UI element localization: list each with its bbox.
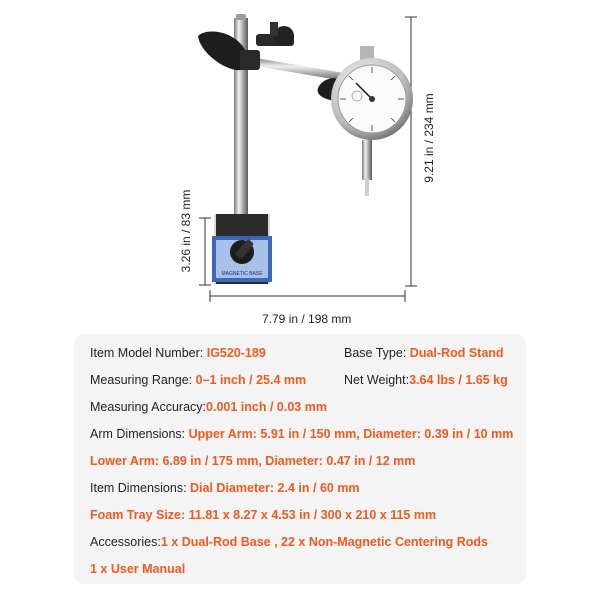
base-label: MAGNETIC BASE [221,271,263,277]
horizontal-arm [240,50,350,82]
base-height-dimension-label: 3.26 in / 83 mm [179,189,193,273]
spec-accessories: Accessories:1 x Dual-Rod Base , 22 x Non-Magnetic Centering Rods [90,535,489,549]
spec-arm-dimensions: Arm Dimensions: Upper Arm: 5.91 in / 150 mm, Diameter: 0.39 in / 10 mm [90,427,514,441]
spec-measuring-accuracy: Measuring Accuracy:0.001 inch / 0.03 mm [90,400,327,414]
spec-measuring-range: Measuring Range: 0–1 inch / 25.4 mm [90,373,307,387]
spec-foam-tray: Foam Tray Size: 11.81 x 8.27 x 4.53 in / 300 x 210 x 115 mm [90,508,437,522]
spec-net-weight: Net Weight:3.64 lbs / 1.65 kg [344,373,508,387]
dial-indicator [331,46,413,196]
spec-panel [74,334,526,584]
width-dimension-label: 7.79 in / 198 mm [262,312,352,326]
spec-lower-arm: Lower Arm: 6.89 in / 175 mm, Diameter: 0.47 in / 12 mm [90,454,416,468]
spec-user-manual: 1 x User Manual [90,562,186,576]
spec-base-type: Base Type: Dual-Rod Stand [344,346,504,360]
spec-item-dimensions: Item Dimensions: Dial Diameter: 2.4 in / 60 mm [90,481,360,495]
height-dimension-label: 9.21 in / 234 mm [422,93,436,183]
spec-item-model: Item Model Number: IG520-189 [90,346,266,360]
